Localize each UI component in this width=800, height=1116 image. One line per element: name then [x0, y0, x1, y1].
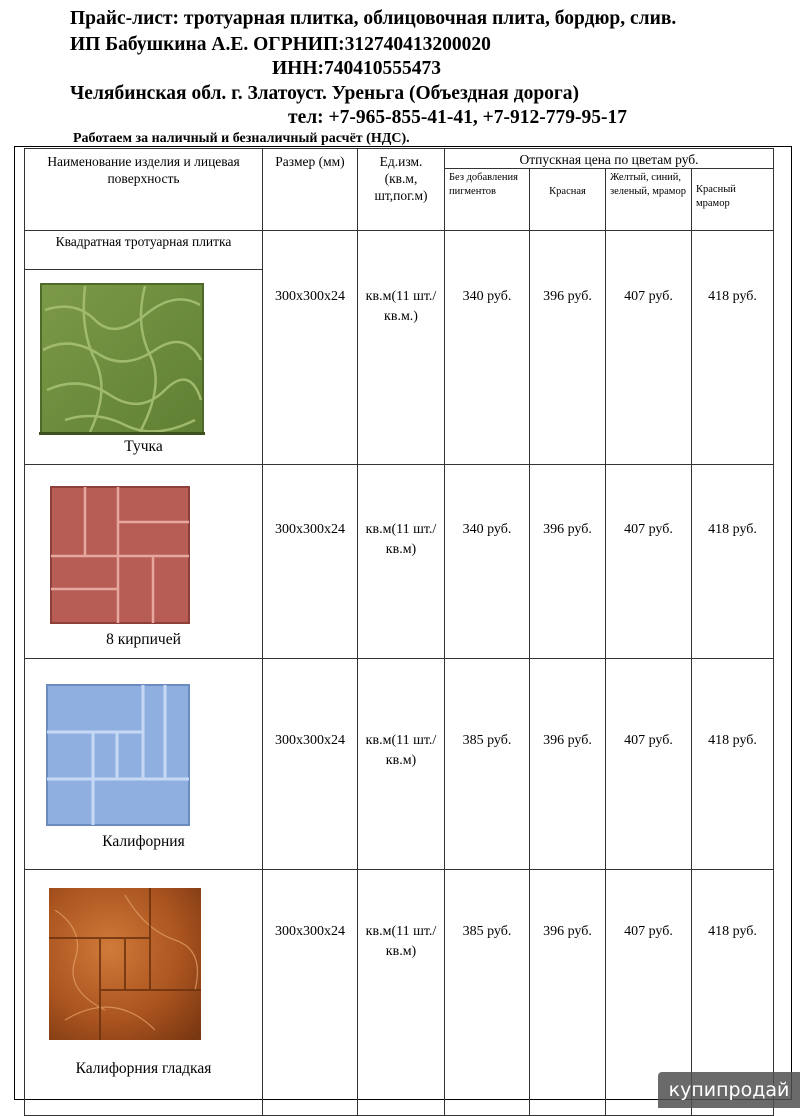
- unit-cell: кв.м(11 шт./кв.м.): [358, 231, 445, 465]
- col-header-name: Наименование изделия и лицевая поверхность: [25, 149, 263, 231]
- unit-cell: кв.м(11 шт./кв.м): [358, 465, 445, 659]
- size-cell: 300х300х24: [263, 659, 358, 870]
- header-title: Прайс-лист: тротуарная плитка, облицовочная плита, бордюр, слив.: [70, 8, 677, 29]
- price-cell: 396 руб.: [530, 870, 606, 1116]
- price-cell: 407 руб.: [606, 465, 692, 659]
- unit-cell: кв.м(11 шт./кв.м): [358, 659, 445, 870]
- price-cell: 407 руб.: [606, 659, 692, 870]
- header-address: Челябинская обл. г. Златоуст. Уреньга (Объездная дорога): [70, 83, 580, 104]
- payment-note: Работаем за наличный и безналичный расчёт (НДС).: [73, 131, 410, 146]
- product-name: 8 кирпичей: [106, 631, 181, 648]
- product-name: Калифорния: [102, 833, 185, 850]
- price-cell: 418 руб.: [692, 870, 774, 1116]
- price-cell: 396 руб.: [530, 231, 606, 465]
- product-name: Калифорния гладкая: [75, 1060, 212, 1077]
- price-cell: 407 руб.: [606, 231, 692, 465]
- product-cell-tuchka: [25, 270, 263, 465]
- price-cell: 396 руб.: [530, 465, 606, 659]
- header-phone: тел: +7-965-855-41-41, +7-912-779-95-17: [288, 107, 627, 128]
- unit-cell: кв.м(11 шт./кв.м): [358, 870, 445, 1116]
- size-cell: 300х300х24: [263, 465, 358, 659]
- col-header-unit: Ед.изм. (кв.м, шт,пог.м): [358, 149, 445, 231]
- size-cell: 300х300х24: [263, 231, 358, 465]
- watermark-logo: купипродай: [658, 1072, 800, 1108]
- tile-tuchka-image: [25, 270, 263, 459]
- col-header-size: Размер (мм): [263, 149, 358, 231]
- product-name: Тучка: [124, 438, 163, 455]
- price-cell: 396 руб.: [530, 659, 606, 870]
- category-title: Квадратная тротуарная плитка: [25, 231, 263, 270]
- price-cell: 418 руб.: [692, 465, 774, 659]
- header-company: ИП Бабушкина А.Е. ОГРНИП:312740413200020: [70, 34, 491, 55]
- price-cell: 385 руб.: [445, 870, 530, 1116]
- price-cell: 407 руб.: [606, 870, 692, 1116]
- col-header-price-1: Красная: [530, 169, 606, 231]
- price-cell: 418 руб.: [692, 231, 774, 465]
- price-cell: 418 руб.: [692, 659, 774, 870]
- col-header-price-group: Отпускная цена по цветам руб.: [445, 149, 774, 169]
- price-cell: 385 руб.: [445, 659, 530, 870]
- price-table: [24, 148, 774, 1116]
- price-cell: 340 руб.: [445, 231, 530, 465]
- price-cell: 340 руб.: [445, 465, 530, 659]
- header-inn: ИНН:740410555473: [272, 58, 441, 79]
- product-cell-california-smooth: [25, 870, 263, 1116]
- tile-8-bricks-image: [25, 465, 263, 653]
- size-cell: 300х300х24: [263, 870, 358, 1116]
- product-cell-8-bricks: [25, 465, 263, 659]
- product-cell-california: [25, 659, 263, 870]
- col-header-price-3: Красный мрамор: [692, 169, 774, 231]
- col-header-price-2: Желтый, синий, зеленый, мрамор: [606, 169, 692, 231]
- col-header-price-0: Без добавления пигментов: [445, 169, 530, 231]
